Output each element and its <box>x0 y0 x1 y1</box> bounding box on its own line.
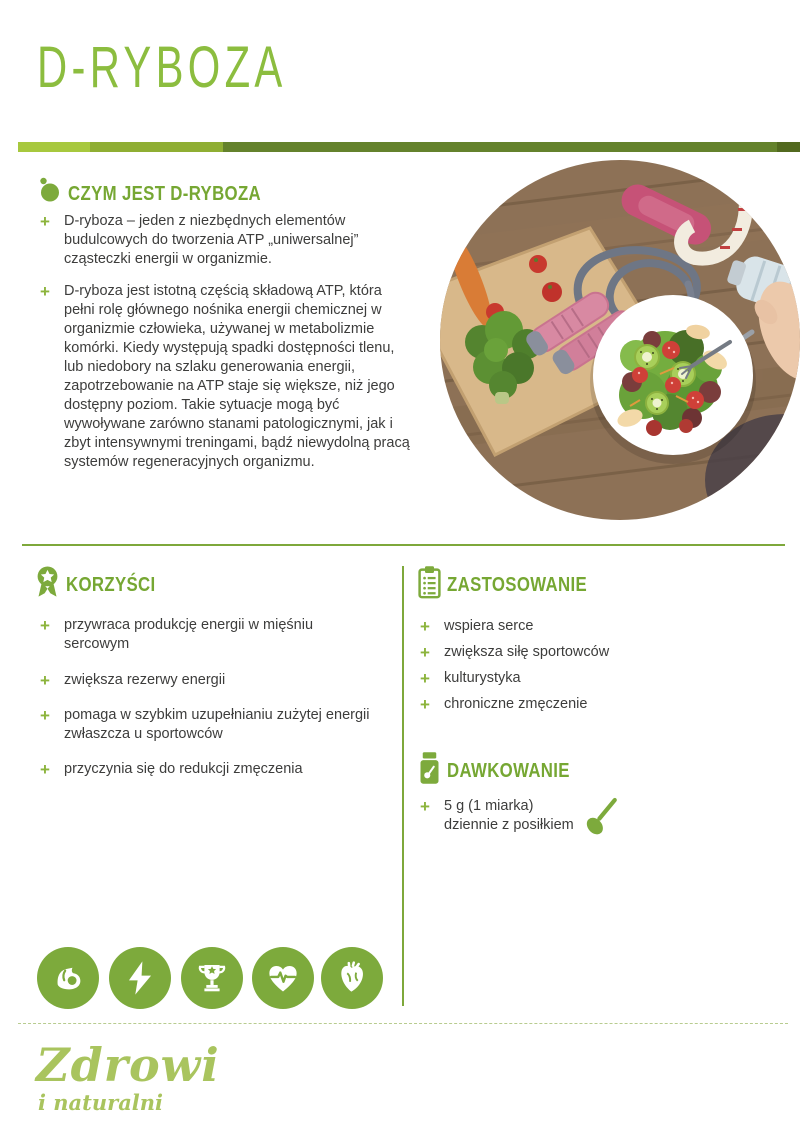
application-item <box>420 695 760 714</box>
dosage-heading: DAWKOWANIE <box>447 760 570 782</box>
muscle-icon <box>37 947 99 1009</box>
brand-logo-naturalni: i naturalni <box>38 1090 164 1115</box>
heartbeat-icon <box>252 947 314 1009</box>
benefit-item <box>40 671 390 690</box>
plus-bullet-icon: + <box>420 695 430 714</box>
benefit-item <box>40 706 402 744</box>
dosage-frequency: dziennie z posiłkiem <box>444 817 574 833</box>
application-item <box>420 643 760 662</box>
application-item <box>420 669 760 688</box>
plus-bullet-icon: + <box>40 760 50 779</box>
application-item-text: chroniczne zmęczenie <box>444 696 588 712</box>
brand-logo-zdrowi: Zdrowi <box>36 1038 220 1092</box>
plus-bullet-icon: + <box>420 669 430 688</box>
plus-bullet-icon: + <box>40 671 50 690</box>
what-is-item <box>40 212 412 269</box>
applications-heading: ZASTOSOWANIE <box>447 574 588 596</box>
measuring-spoon-icon <box>580 796 622 838</box>
application-item-text: wspiera serce <box>444 618 534 634</box>
benefit-item-text: zwiększa rezerwy energii <box>64 672 226 688</box>
column-divider-line <box>402 566 404 1006</box>
benefit-item-text: przyczynia się do redukcji zmęczenia <box>64 761 303 777</box>
header-divider-bar <box>18 142 800 152</box>
bar-segment-light <box>18 142 90 152</box>
page-title: D-RYBOZA <box>37 35 287 100</box>
lightning-icon <box>109 947 171 1009</box>
bar-segment-dark <box>223 142 777 152</box>
plus-bullet-icon: + <box>40 212 50 231</box>
clipboard-icon <box>416 565 443 599</box>
bar-segment-darkest <box>777 142 800 152</box>
footer-dashed-line <box>18 1023 788 1024</box>
application-item-text: zwiększa siłę sportowców <box>444 644 610 660</box>
product-photo-circle <box>440 160 800 520</box>
bar-segment-medium <box>90 142 223 152</box>
benefit-item <box>40 616 390 654</box>
heart-icon <box>321 947 383 1009</box>
award-ribbon-icon <box>34 565 61 599</box>
what-is-item-text: D-ryboza – jeden z niezbędnych elementów budulcowych do tworzenia ATP „uniwersalnej” cząsteczki energii w organizmie. <box>64 213 359 267</box>
supplement-jar-icon <box>416 751 443 785</box>
benefit-item <box>40 760 390 779</box>
application-item <box>420 617 760 636</box>
what-is-item <box>40 282 420 472</box>
section-divider-line <box>22 544 785 546</box>
what-is-item-text: D-ryboza jest istotną częścią składową ATP, która pełni rolę głównego nośnika energii chemicznej w organizmie człowieka, używanej w metabolizmie komórki. Kiedy występują spadki dostępności tlenu, lub niedobory na szlaku generowania energii, zapotrzebowanie na ATP staje się większe, niż jego dostępny poziom. Takie sytuacje mogą być wywoływane zarówno stanami patologicznymi, jak i zbyt intensywnymi treningami, bądź niewydolną pracą systemów regeneracyjnych organizmu. <box>64 283 410 470</box>
application-item-text: kulturystyka <box>444 670 521 686</box>
plus-bullet-icon: + <box>420 643 430 662</box>
plus-bullet-icon: + <box>40 706 50 725</box>
trophy-icon <box>181 947 243 1009</box>
dots-icon <box>36 176 63 203</box>
benefit-item-text: pomaga w szybkim uzupełnianiu zużytej energii zwłaszcza u sportowców <box>64 707 370 742</box>
benefit-item-text: przywraca produkcję energii w mięśniu sercowym <box>64 617 314 652</box>
salad-fitness-photo-illustration <box>440 160 800 520</box>
plus-bullet-icon: + <box>420 797 430 816</box>
benefits-heading: KORZYŚCI <box>66 574 156 596</box>
dosage-amount: 5 g (1 miarka) <box>444 798 534 814</box>
plus-bullet-icon: + <box>40 616 50 635</box>
what-is-heading: CZYM JEST D-RYBOZA <box>68 183 262 205</box>
plus-bullet-icon: + <box>40 282 50 301</box>
plus-bullet-icon: + <box>420 617 430 636</box>
